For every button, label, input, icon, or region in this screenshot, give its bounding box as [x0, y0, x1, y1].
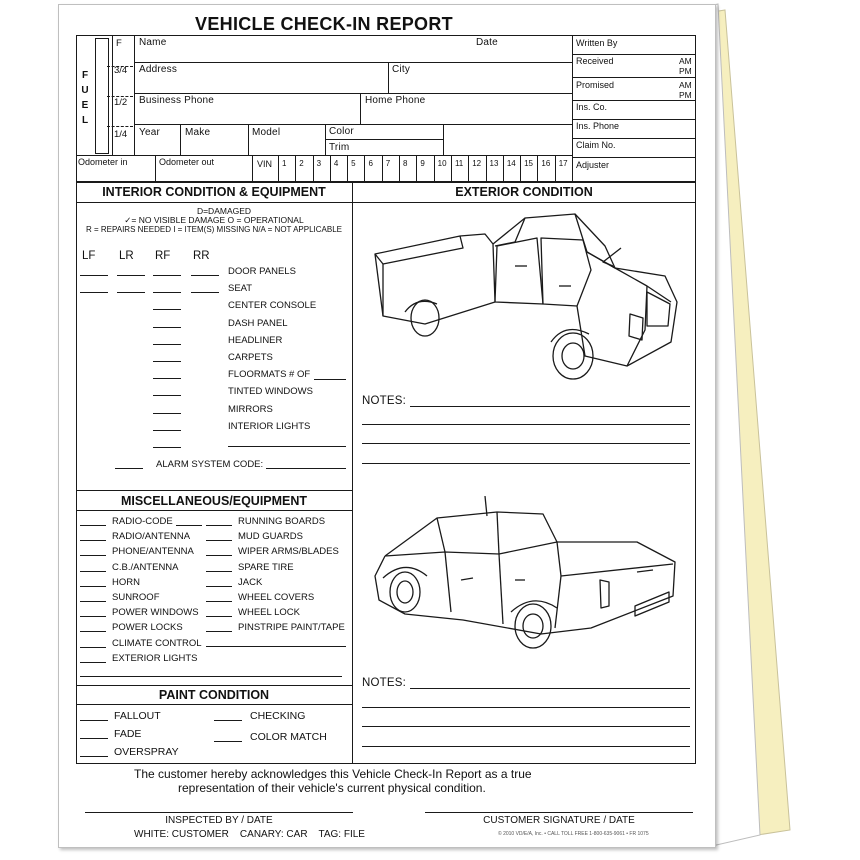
alarm-code-label: ALARM SYSTEM CODE: — [156, 459, 264, 470]
copy-distribution: WHITE: CUSTOMER CANARY: CAR TAG: FILE — [134, 829, 365, 840]
vin-digit-label: 1 — [282, 159, 287, 168]
interior-column-lf: LF — [82, 250, 96, 262]
vin-digit-label: 13 — [489, 159, 499, 168]
notes-line[interactable] — [362, 424, 690, 425]
notes-line[interactable] — [362, 746, 690, 747]
model-field[interactable]: Model — [252, 127, 281, 138]
misc-blank[interactable] — [206, 616, 232, 617]
misc-extra-blank[interactable] — [80, 676, 342, 677]
fuel-level-quarter: 1/4 — [114, 129, 128, 140]
exterior-header: EXTERIOR CONDITION — [455, 185, 593, 199]
paint-header: PAINT CONDITION — [158, 688, 270, 702]
notes-line[interactable] — [362, 463, 690, 464]
customer-signature-label: CUSTOMER SIGNATURE / DATE — [483, 815, 635, 826]
paint-blank[interactable] — [214, 720, 242, 721]
floormats-count-blank[interactable] — [314, 379, 346, 380]
received-pm: PM — [679, 66, 692, 76]
misc-item-label: PHONE/ANTENNA — [112, 546, 194, 558]
customer-signature-line[interactable] — [425, 812, 693, 813]
misc-blank[interactable] — [80, 571, 106, 572]
copyright-note: © 2010 VD/E/A, Inc. • CALL TOLL FREE 1-800-635-9061 • FR 1075 — [498, 831, 649, 837]
interior-blank[interactable] — [153, 413, 181, 414]
misc-item-label: WIPER ARMS/BLADES — [238, 546, 339, 558]
color-field[interactable]: Color — [329, 126, 354, 137]
vin-box[interactable] — [330, 155, 347, 182]
ins-co-field[interactable]: Ins. Co. — [576, 102, 608, 112]
misc-blank[interactable] — [80, 616, 106, 617]
misc-item-label: WHEEL LOCK — [238, 607, 300, 619]
vin-label: VIN — [257, 159, 273, 169]
paint-item-label: COLOR MATCH — [250, 731, 327, 743]
exterior-notes-label-top: NOTES: — [362, 395, 407, 407]
acknowledgement-line-1: The customer hereby acknowledges this Vehicle Check-In Report as a true — [134, 767, 532, 781]
misc-item-label: EXTERIOR LIGHTS — [112, 652, 198, 664]
interior-blank[interactable] — [153, 447, 181, 448]
inspected-by-signature-line[interactable] — [85, 812, 353, 813]
vin-digit-label: 8 — [403, 159, 408, 168]
interior-header: INTERIOR CONDITION & EQUIPMENT — [102, 185, 326, 199]
fuel-level-three-quarter: 3/4 — [114, 65, 128, 76]
climate-control-blank[interactable] — [206, 646, 346, 647]
interior-blank[interactable] — [153, 275, 181, 276]
fuel-level-half: 1/2 — [114, 97, 128, 108]
interior-item-label: MIRRORS — [228, 403, 273, 415]
alarm-code-blank-right[interactable] — [266, 468, 346, 469]
name-field[interactable]: Name — [139, 37, 167, 48]
alarm-code-blank-left[interactable] — [115, 468, 143, 469]
city-field[interactable]: City — [392, 64, 411, 75]
interior-blank[interactable] — [80, 275, 108, 276]
inspected-by-label: INSPECTED BY / DATE — [165, 815, 273, 826]
misc-item-label: RADIO-CODE — [112, 516, 173, 527]
vin-digit-label: 12 — [472, 159, 482, 168]
misc-item-label: HORN — [112, 576, 140, 588]
misc-blank[interactable] — [206, 555, 232, 556]
vin-digit-label: 17 — [558, 159, 568, 168]
ins-phone-field[interactable]: Ins. Phone — [576, 121, 620, 131]
misc-item-label: RADIO/ANTENNA — [112, 531, 191, 543]
paint-item-label: CHECKING — [250, 710, 306, 722]
paint-blank[interactable] — [214, 741, 242, 742]
promised-field[interactable]: Promised — [576, 80, 615, 90]
interior-blank[interactable] — [153, 378, 181, 379]
vin-digit-label: 14 — [506, 159, 516, 168]
vin-digit-label: 11 — [454, 159, 464, 168]
interior-item-label: DOOR PANELS — [228, 266, 296, 277]
misc-item-label: SPARE TIRE — [238, 561, 294, 573]
interior-item-label: HEADLINER — [228, 334, 283, 346]
interior-blank[interactable] — [117, 292, 145, 293]
interior-blank[interactable] — [153, 395, 181, 396]
misc-item-label: C.B./ANTENNA — [112, 561, 179, 573]
written-by-field[interactable]: Written By — [576, 38, 618, 48]
promised-pm: PM — [679, 90, 692, 100]
paint-item-label: FALLOUT — [114, 710, 161, 722]
interior-blank[interactable] — [191, 292, 219, 293]
misc-blank[interactable] — [206, 586, 232, 587]
interior-blank[interactable] — [228, 446, 346, 447]
misc-item-label: MUD GUARDS — [238, 531, 303, 543]
vin-digit-label: 5 — [351, 159, 356, 168]
vin-digit-label: 16 — [541, 159, 551, 168]
claim-no-field[interactable]: Claim No. — [576, 140, 616, 150]
interior-item-label: CENTER CONSOLE — [228, 300, 317, 312]
radio-code-blank[interactable] — [176, 525, 202, 526]
address-field[interactable]: Address — [139, 64, 178, 75]
business-phone-field[interactable]: Business Phone — [139, 95, 215, 106]
interior-column-rf: RF — [155, 250, 171, 262]
promised-am: AM — [679, 80, 692, 90]
vin-box[interactable] — [313, 155, 330, 182]
legend-repairs: R = REPAIRS NEEDED I = ITEM(S) MISSING N/A = NOT APPLICABLE — [86, 225, 342, 234]
misc-item-label: PINSTRIPE PAINT/TAPE — [238, 622, 345, 634]
misc-blank[interactable] — [80, 662, 106, 663]
misc-blank[interactable] — [80, 540, 106, 541]
misc-blank[interactable] — [80, 555, 106, 556]
interior-column-rr: RR — [193, 250, 210, 262]
misc-blank[interactable] — [80, 647, 106, 648]
interior-blank[interactable] — [80, 292, 108, 293]
vin-box[interactable] — [399, 155, 416, 182]
make-field[interactable]: Make — [185, 127, 211, 138]
vin-box[interactable] — [347, 155, 364, 182]
vin-digit-label: 2 — [299, 159, 304, 168]
notes-line[interactable] — [410, 688, 690, 689]
legend-damaged: D=DAMAGED — [196, 206, 252, 216]
vin-box[interactable] — [520, 155, 537, 182]
paint-blank[interactable] — [80, 756, 108, 757]
received-am: AM — [679, 56, 692, 66]
odometer-in-field[interactable]: Odometer in — [78, 157, 128, 167]
acknowledgement-line-2: representation of their vehicle's current physical condition. — [178, 781, 486, 795]
fuel-level-full: F — [116, 38, 122, 49]
misc-blank[interactable] — [206, 601, 232, 602]
notes-line[interactable] — [410, 406, 690, 407]
misc-item-label: RUNNING BOARDS — [238, 516, 326, 527]
vin-digit-label: 10 — [437, 159, 447, 168]
vin-digit-label: 7 — [385, 159, 391, 168]
form-title: VEHICLE CHECK-IN REPORT — [195, 14, 453, 34]
misc-blank[interactable] — [80, 586, 106, 587]
misc-blank[interactable] — [206, 525, 232, 526]
interior-blank[interactable] — [153, 344, 181, 345]
odometer-out-field[interactable]: Odometer out — [159, 157, 215, 167]
notes-line[interactable] — [362, 707, 690, 708]
interior-item-label: CARPETS — [228, 352, 273, 363]
interior-item-label: DASH PANEL — [228, 317, 288, 329]
misc-blank[interactable] — [206, 540, 232, 541]
fuel-label: FUEL — [81, 70, 89, 126]
vin-box[interactable] — [451, 155, 468, 182]
home-phone-field[interactable]: Home Phone — [365, 95, 426, 106]
exterior-notes-label-bottom: NOTES: — [362, 677, 407, 689]
interior-item-label: FLOORMATS # OF — [228, 369, 311, 381]
vin-box[interactable] — [486, 155, 503, 182]
interior-blank[interactable] — [153, 292, 181, 293]
vin-box[interactable] — [364, 155, 381, 182]
vin-digit-label: 15 — [524, 159, 534, 168]
received-field[interactable]: Received — [576, 56, 614, 66]
paint-blank[interactable] — [80, 738, 108, 739]
interior-item-label: INTERIOR LIGHTS — [228, 420, 311, 432]
interior-blank[interactable] — [153, 327, 181, 328]
vin-box[interactable] — [468, 155, 485, 182]
interior-blank[interactable] — [153, 361, 181, 362]
trim-field[interactable]: Trim — [329, 142, 350, 153]
legend-no-damage: ✓= NO VISIBLE DAMAGE O = OPERATIONAL — [124, 215, 304, 225]
misc-blank[interactable] — [80, 601, 106, 602]
vin-box[interactable] — [278, 155, 295, 182]
interior-blank[interactable] — [153, 309, 181, 310]
interior-item-label: SEAT — [228, 283, 253, 295]
vin-boxes — [278, 155, 572, 182]
misc-blank[interactable] — [80, 631, 106, 632]
misc-item-label: POWER LOCKS — [112, 622, 183, 634]
misc-blank[interactable] — [80, 525, 106, 526]
vin-box[interactable] — [537, 155, 554, 182]
vin-digit-label: 4 — [333, 159, 339, 168]
truck-front-view-icon — [365, 206, 685, 386]
vin-box[interactable] — [555, 155, 572, 182]
truck-rear-view-icon — [365, 496, 685, 661]
misc-header: MISCELLANEOUS/EQUIPMENT — [120, 494, 308, 508]
vin-box[interactable] — [503, 155, 520, 182]
paint-item-label: OVERSPRAY — [114, 746, 179, 758]
misc-blank[interactable] — [206, 571, 232, 572]
interior-blank[interactable] — [153, 430, 181, 431]
vin-box[interactable] — [434, 155, 451, 182]
interior-blank[interactable] — [117, 275, 145, 276]
interior-column-lr: LR — [119, 250, 134, 262]
misc-item-label: CLIMATE CONTROL — [112, 637, 202, 649]
vin-box[interactable] — [295, 155, 312, 182]
misc-item-label: SUNROOF — [112, 592, 160, 603]
vin-box[interactable] — [382, 155, 399, 182]
misc-item-label: WHEEL COVERS — [238, 592, 315, 603]
date-field[interactable]: Date — [476, 37, 498, 48]
misc-item-label: JACK — [238, 576, 263, 588]
year-field[interactable]: Year — [139, 127, 161, 138]
adjuster-field[interactable]: Adjuster — [576, 160, 610, 170]
paint-blank[interactable] — [80, 720, 108, 721]
vin-box[interactable] — [416, 155, 433, 182]
misc-blank[interactable] — [206, 631, 232, 632]
notes-line[interactable] — [362, 726, 690, 727]
notes-line[interactable] — [362, 443, 690, 444]
paint-item-label: FADE — [114, 728, 142, 740]
interior-item-label: TINTED WINDOWS — [228, 386, 313, 398]
vin-digit-label: 6 — [368, 159, 373, 168]
misc-item-label: POWER WINDOWS — [112, 607, 199, 619]
vin-digit-label: 3 — [316, 159, 322, 168]
vin-digit-label: 9 — [420, 159, 425, 168]
interior-blank[interactable] — [191, 275, 219, 276]
